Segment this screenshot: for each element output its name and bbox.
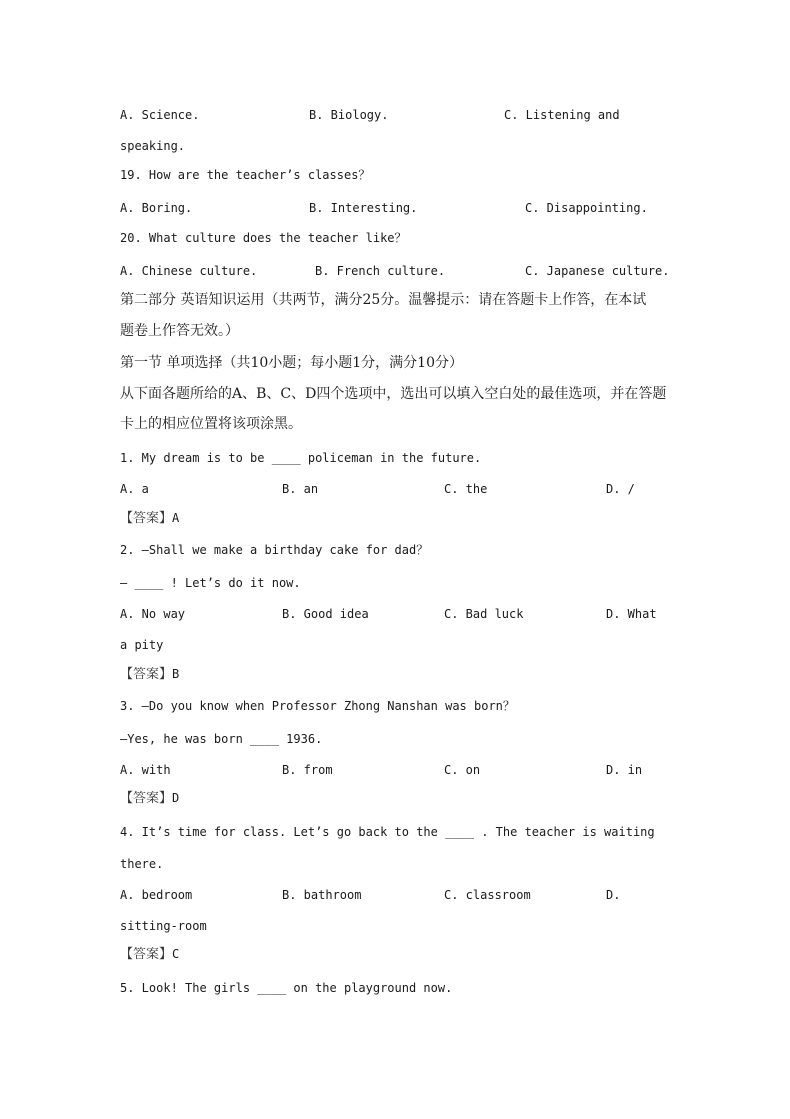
q4-option-d: D. — [606, 888, 621, 902]
q3-option-b: B. from — [282, 763, 333, 777]
q18-option-c-continued: speaking. — [120, 139, 186, 153]
q1-option-c: C. the — [444, 482, 488, 496]
q2-option-d: D. What — [606, 607, 657, 621]
q2-answer-value: B — [172, 667, 180, 681]
q4-option-a: A. bedroom — [120, 888, 193, 902]
q3-option-d: D. in — [606, 763, 643, 777]
q2-option-a: A. No way — [120, 607, 186, 621]
q18-option-a: A. Science. — [120, 108, 200, 122]
q1-option-d: D. / — [606, 482, 635, 496]
answer-label: 【答案】 — [120, 791, 173, 806]
part2-heading-continued: 题卷上作答无效。） — [120, 323, 239, 339]
q20-question: 20. What culture does the teacher like？ — [120, 231, 407, 245]
q3-stem-reply: —Yes, he was born ____ 1936. — [120, 732, 323, 746]
q19-question: 19. How are the teacher’s classes？ — [120, 168, 371, 182]
q3-answer-value: D — [172, 791, 180, 805]
q2-option-c: C. Bad luck — [444, 607, 524, 621]
q1-option-b: B. an — [282, 482, 319, 496]
q19-option-a: A. Boring. — [120, 201, 193, 215]
q4-option-c: C. classroom — [444, 888, 531, 902]
q19-option-b: B. Interesting. — [309, 201, 418, 215]
q4-option-d-continued: sitting-room — [120, 919, 207, 933]
q2-stem-reply: — ____ ! Let’s do it now. — [120, 576, 301, 590]
q4-answer-value: C — [172, 947, 180, 961]
q20-option-b: B. French culture. — [315, 264, 446, 278]
q1-answer-value: A — [172, 511, 180, 525]
q3-stem: 3. —Do you know when Professor Zhong Nanshan was born？ — [120, 699, 515, 713]
q2-stem: 2. —Shall we make a birthday cake for dad？ — [120, 543, 429, 557]
q2-option-d-continued: a pity — [120, 638, 164, 652]
q2-answer — [120, 666, 179, 683]
q3-answer — [120, 790, 179, 807]
q1-option-a: A. a — [120, 482, 149, 496]
q4-stem: 4. It’s time for class. Let’s go back to the ____ . The teacher is waiting — [120, 825, 655, 839]
q4-option-b: B. bathroom — [282, 888, 362, 902]
q18-option-c: C. Listening and — [504, 108, 620, 122]
q18-option-b: B. Biology. — [309, 108, 389, 122]
q2-option-b: B. Good idea — [282, 607, 369, 621]
q5-stem: 5. Look! The girls ____ on the playground now. — [120, 981, 453, 995]
q20-option-a: A. Chinese culture. — [120, 264, 258, 278]
section1-instruction-continued: 卡上的相应位置将该项涂黑。 — [120, 416, 302, 432]
q19-option-c: C. Disappointing. — [525, 201, 648, 215]
q4-stem-continued: there. — [120, 857, 164, 871]
q3-option-c: C. on — [444, 763, 481, 777]
q4-answer — [120, 946, 179, 963]
part2-heading: 第二部分 英语知识运用（共两节，满分25分。温馨提示：请在答题卡上作答，在本试 — [120, 292, 647, 308]
q20-option-c: C. Japanese culture. — [525, 264, 670, 278]
section1-heading: 第一节 单项选择（共10小题；每小题1分，满分10分） — [120, 355, 463, 371]
answer-label: 【答案】 — [120, 511, 173, 526]
answer-label: 【答案】 — [120, 667, 173, 682]
section1-instruction: 从下面各题所给的A、B、C、D四个选项中，选出可以填入空白处的最佳选项，并在答题 — [120, 386, 667, 402]
q3-option-a: A. with — [120, 763, 171, 777]
answer-label: 【答案】 — [120, 947, 173, 962]
q1-answer — [120, 510, 179, 527]
q1-stem: 1. My dream is to be ____ policeman in the future. — [120, 451, 482, 465]
